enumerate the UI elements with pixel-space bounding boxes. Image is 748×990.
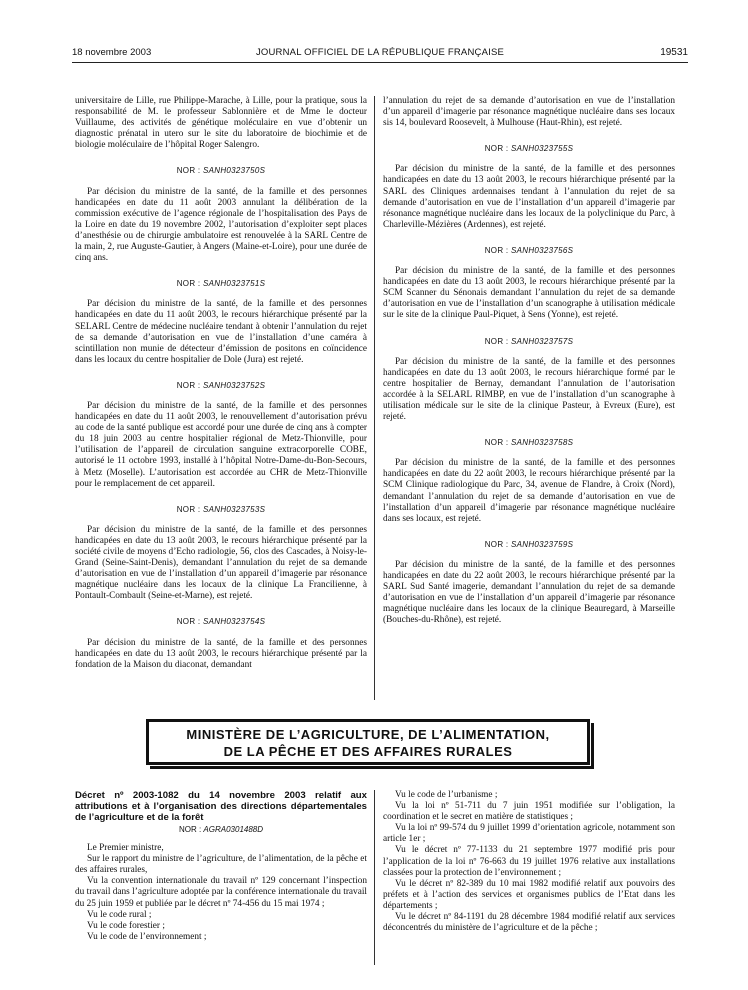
nor-reference: NOR : SANH0323752S	[176, 380, 266, 390]
decree-title: Décret nº 2003-1082 du 14 novembre 2003 relatif aux attributions et à l’organisation des directions départementales de l’agriculture et de la forêt	[75, 790, 367, 823]
nor-reference: NOR : SANH0323759S	[484, 539, 574, 549]
left-intro-paragraph: universitaire de Lille, rue Philippe-Marache, à Lille, pour la pratique, sous la responsabilité de M. le professeur Sablonnière et de Mme le docteur Vuillaume, des activités de génétique moléculaire en vue d’obtenir un diagnostic prénatal in utero sur le site du laboratoire de biochimie et de biologie moléculaire de l’hôpital Roger Salengro.	[75, 96, 367, 151]
decree-paragraph: Vu le décret nº 84-1191 du 28 décembre 1984 modifié relatif aux services déconcentrés du ministère de l’agriculture et de la pêche ;	[383, 912, 675, 934]
decision-paragraph: Par décision du ministre de la santé, de la famille et des personnes handicapées en date du 22 août 2003, le recours hiérarchique présenté par la SARL Sud Santé imagerie, demandant l’annulation du rejet de sa demande d’autorisation en vue de l’installation d’un appareil d’imagerie par résonance magnétique nucléaire dans les locaux de la clinique Beauregard, à Marseille (Bouches-du-Rhône), est rejeté.	[383, 559, 675, 626]
decree-paragraph: Vu la loi nº 51-711 du 7 juin 1951 modifiée sur l’obligation, la coordination et le secret en matière de statistiques ;	[383, 801, 675, 823]
column-divider-lower	[374, 790, 375, 965]
right-intro-paragraph: l’annulation du rejet de sa demande d’autorisation en vue de l’installation d’un appareil d’imagerie par résonance magnétique nucléaire dans ses locaux sis 14, boulevard Roosevelt, à Mulhouse (Haut-Rhin), est rejeté.	[383, 96, 675, 129]
decree-paragraph: Vu le code de l’urbanisme ;	[395, 790, 498, 800]
header-rule	[72, 62, 688, 63]
nor-reference: NOR : SANH0323758S	[484, 438, 574, 448]
decision-paragraph: Par décision du ministre de la santé, de la famille et des personnes handicapées en date du 11 août 2003, le renouvellement d’autorisation prévu au code de la santé publique est accordé pour une durée de cinq ans à compter du 18 juin 2003 au centre hospitalier régional de Metz-Thionville, pour l’utilisation de l’appareil de circulation sanguine extracorporelle COBE, autorisé le 11 octobre 1993, installé à l’hôpital Notre-Dame-du-Bon-Secours, à Metz (Moselle). L’autorisation est accordée au CHR de Metz-Thionville pour le remplacement de cet appareil.	[75, 400, 367, 489]
page-number: 19531	[660, 47, 688, 58]
decision-paragraph: Par décision du ministre de la santé, de la famille et des personnes handicapées en date du 22 août 2003, le recours hiérarchique présenté par la SCM Clinique radiologique du Parc, 34, avenue de Flandre, à Croix (Nord), demandant l’annulation du rejet de sa demande d’autorisation en vue de l’installation d’un appareil d’imagerie par résonance magnétique nucléaire dans ses locaux, est rejeté.	[383, 458, 675, 524]
left-column	[75, 96, 367, 671]
decision-paragraph: Par décision du ministre de la santé, de la famille et des personnes handicapées en date du 13 août 2003, le recours hiérarchique présenté par la société civile de moyens d’Echo radiologie, 56, clos des Cascades, à Noisy-le-Grand (Seine-Saint-Denis), demandant l’annulation du rejet de sa demande d’autorisation en vue de l’installation d’un appareil d’imagerie par résonance magnétique nucléaire dans les locaux de la clinique La Francilienne, à Pontault-Combault (Seine-et-Marne), est rejeté.	[75, 524, 367, 602]
column-divider	[374, 96, 375, 700]
decree-paragraph: Vu le code forestier ;	[87, 920, 165, 931]
decree-paragraph: Vu la loi nº 99-574 du 9 juillet 1999 d’orientation agricole, notamment son article 1er ;	[383, 823, 675, 845]
page-header	[72, 47, 688, 61]
nor-reference: NOR : SANH0323751S	[176, 279, 266, 289]
decision-paragraph: Par décision du ministre de la santé, de la famille et des personnes handicapées en date du 11 août 2003, le recours hiérarchique présenté par la SELARL Centre de médecine nucléaire tendant à obtenir l’annulation du rejet de sa demande d’autorisation en vue de l’installation d’une caméra à scintillation non munie de détecteur d’émission de positons en coïncidence dans les locaux du centre hospitalier de Dole (Jura) est rejeté.	[75, 299, 367, 365]
decree-right-column	[383, 790, 675, 934]
decree-nor-reference: NOR : AGRA0301488D	[178, 825, 264, 834]
decree-paragraph: Vu le code rural ;	[87, 909, 152, 920]
banner-line-1: MINISTÈRE DE L’AGRICULTURE, DE L’ALIMENTATION,	[186, 727, 550, 742]
decree-paragraph: Vu le décret nº 77-1133 du 21 septembre 1977 modifié pris pour l’application de la loi nº 76-663 du 19 juillet 1976 relative aux installations classées pour la protection de l’environnement ;	[383, 845, 675, 878]
nor-reference: NOR : SANH0323755S	[484, 144, 574, 154]
header-date: 18 novembre 2003	[72, 47, 152, 58]
decision-paragraph: Par décision du ministre de la santé, de la famille et des personnes handicapées en date du 13 août 2003, le recours hiérarchique présenté par la SCM Scanner du Sénonais demandant l’annulation du rejet de sa demande d’autorisation en vue de l’installation d’un scanographe à utilisation médicale sur le site de la clinique Paul-Piquet, à Sens (Yonne), est rejeté.	[383, 266, 675, 321]
banner-line-2: DE LA PÊCHE ET DES AFFAIRES RURALES	[223, 744, 513, 759]
decision-paragraph: Par décision du ministre de la santé, de la famille et des personnes handicapées en date du 13 août 2003, le recours hiérarchique présenté par la SARL des Cliniques ardennaises tendant à l’annulation du rejet de sa demande d’autorisation en vue de l’installation d’un appareil d’imagerie par résonance magnétique nucléaire dans les locaux de la polyclinique du Parc, à Charleville-Mézières (Ardennes), est rejeté.	[383, 164, 675, 230]
decision-paragraph: Par décision du ministre de la santé, de la famille et des personnes handicapées en date du 11 août 2003 annulant la délibération de la commission exécutive de l’agence régionale de l’hospitalisation des Pays de la Loire en date du 19 novembre 2002, l’autorisation d’exploiter sept places d’anesthésie ou de chirurgie ambulatoire est renouvelée à la SARL Centre de la main, 2, rue Auguste-Gautier, à Angers (Maine-et-Loire), pour une durée de cinq ans.	[75, 186, 367, 264]
right-column	[383, 96, 675, 626]
nor-reference: NOR : SANH0323750S	[176, 166, 266, 176]
decree-paragraph: Sur le rapport du ministre de l’agriculture, de l’alimentation, de la pêche et des affaires rurales,	[75, 854, 367, 876]
nor-reference: NOR : SANH0323753S	[176, 504, 266, 514]
decree-paragraph: Vu le décret nº 82-389 du 10 mai 1982 modifié relatif aux pouvoirs des préfets et à l’action des services et organismes publics de l’Etat dans les départements ;	[383, 878, 675, 911]
nor-reference: NOR : SANH0323754S	[176, 617, 266, 627]
nor-reference: NOR : SANH0323756S	[484, 245, 574, 255]
nor-reference: NOR : SANH0323757S	[484, 336, 574, 346]
decree-paragraph: Vu le code de l’environnement ;	[87, 931, 207, 942]
decree-paragraph: Le Premier ministre,	[87, 843, 164, 854]
journal-title: JOURNAL OFFICIEL DE LA RÉPUBLIQUE FRANÇAISE	[255, 47, 505, 58]
decree-paragraph: Vu la convention internationale du travail nº 129 concernant l’inspection du travail dans l’agriculture adoptée par la conférence internationale du travail du 25 juin 1959 et publiée par le décret nº 74-456 du 15 mai 1974 ;	[75, 876, 367, 909]
decree-left-column	[75, 790, 367, 943]
ministry-banner	[146, 719, 590, 765]
decision-paragraph: Par décision du ministre de la santé, de la famille et des personnes handicapées en date du 13 août 2003, le recours hiérarchique présenté par la fondation de la Maison du diaconat, demandant	[75, 637, 367, 670]
decision-paragraph: Par décision du ministre de la santé, de la famille et des personnes handicapées en date du 13 août 2003, le recours hiérarchique formé par le centre hospitalier de Bernay, demandant l’annulation de l’autorisation accordée à la SELARL RIMBP, en vue de l’installation d’un scanographe à utilisation médicale sur le site de la clinique Pasteur, à Evreux (Eure), est rejeté.	[383, 356, 675, 423]
